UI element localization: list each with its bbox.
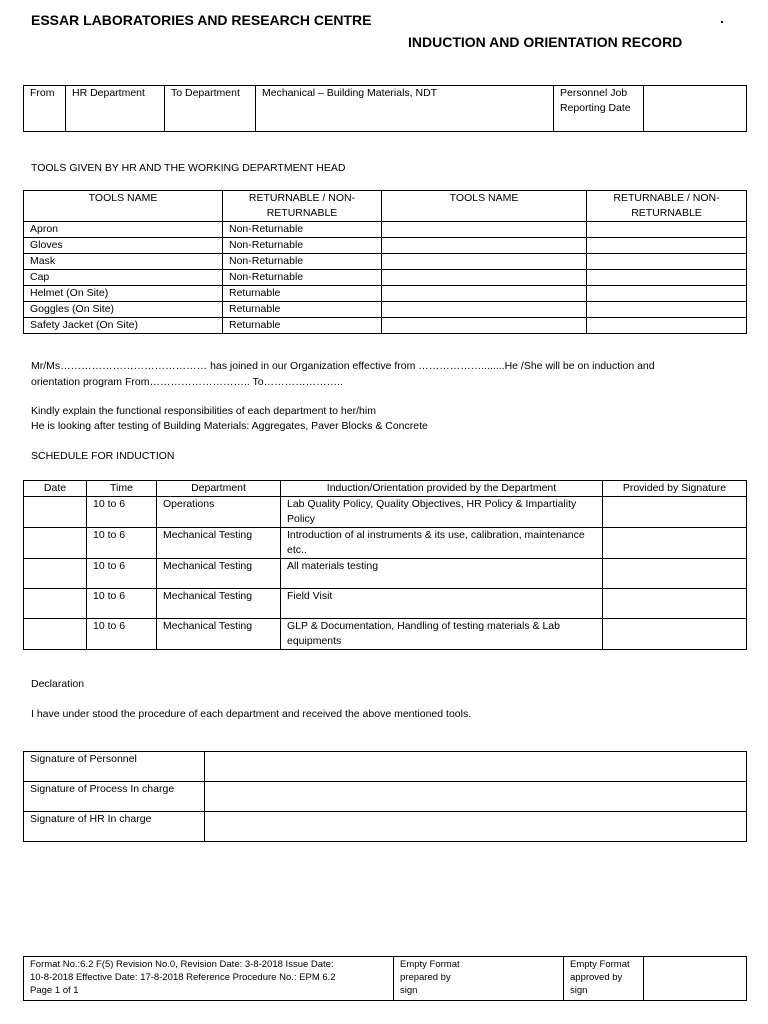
tools-row [24,254,747,270]
organization-name: ESSAR LABORATORIES AND RESEARCH CENTRE [31,12,372,28]
tool-returnable-status: Returnable [223,286,382,302]
schedule-induction: Introduction of al instruments & its use, calibration, maintenance etc.. [281,528,603,559]
tool-returnable-status: Returnable [223,302,382,318]
to-department-value: Mechanical – Building Materials, NDT [256,86,554,132]
signature-field[interactable] [205,752,747,782]
tools-table [23,190,747,334]
tool-returnable-empty[interactable] [587,222,747,238]
tools-row [24,286,747,302]
schedule-heading: SCHEDULE FOR INDUCTION [31,450,175,462]
schedule-time: 10 to 6 [87,528,157,559]
tool-returnable-status: Non-Returnable [223,270,382,286]
schedule-induction: Field Visit [281,589,603,619]
joined-line-1: Mr/Ms…………………………………… has joined in our Organization effective from ………………........He /She will be on induction and [31,360,655,372]
schedule-time: 10 to 6 [87,589,157,619]
schedule-signature[interactable] [603,559,747,589]
schedule-induction: Lab Quality Policy, Quality Objectives, HR Policy & Impartiality Policy [281,497,603,528]
schedule-row [24,497,747,528]
schedule-department: Mechanical Testing [157,528,281,559]
footer-approval-sign[interactable] [644,957,747,1001]
signature-label: Signature of HR In charge [24,812,205,842]
document-title: INDUCTION AND ORIENTATION RECORD [408,34,683,50]
schedule-department: Mechanical Testing [157,619,281,650]
schedule-row [24,619,747,650]
tools-header-name-1: TOOLS NAME [24,191,223,222]
schedule-induction: All materials testing [281,559,603,589]
schedule-time: 10 to 6 [87,619,157,650]
declaration-heading: Declaration [31,678,85,690]
tool-returnable-status: Non-Returnable [223,238,382,254]
tools-heading: TOOLS GIVEN BY HR AND THE WORKING DEPARTMENT HEAD [31,162,346,174]
from-label: From [24,86,66,132]
footer-format-line-1: Format No.:6.2 F(5) Revision No.0, Revision Date: 3-8-2018 Issue Date: [30,959,334,970]
schedule-induction: GLP & Documentation, Handling of testing materials & Lab equipments [281,619,603,650]
tool-returnable-empty[interactable] [587,238,747,254]
reporting-date-value[interactable] [644,86,747,132]
tool-returnable-empty[interactable] [587,270,747,286]
schedule-header-induction: Induction/Orientation provided by the Department [281,481,603,497]
schedule-time: 10 to 6 [87,559,157,589]
schedule-date[interactable] [24,528,87,559]
schedule-department: Operations [157,497,281,528]
joined-line-2: orientation program From……………………….. To………………….. [31,376,343,388]
tool-name: Safety Jacket (On Site) [24,318,223,334]
footer-prepared-by: Empty Format prepared by sign [394,957,564,1001]
schedule-row [24,559,747,589]
declaration-text: I have under stood the procedure of each department and received the above mentioned tools. [31,708,472,720]
info-table [23,85,747,132]
tool-returnable-empty[interactable] [587,302,747,318]
signature-field[interactable] [205,782,747,812]
tool-returnable-empty[interactable] [587,318,747,334]
schedule-header-signature: Provided by Signature [603,481,747,497]
signature-row [24,782,747,812]
footer-table [23,956,747,1001]
signature-row [24,752,747,782]
from-value: HR Department [66,86,165,132]
signature-label: Signature of Personnel [24,752,205,782]
schedule-row [24,528,747,559]
signature-label: Signature of Process In charge [24,782,205,812]
schedule-signature[interactable] [603,497,747,528]
tool-returnable-status: Returnable [223,318,382,334]
signature-table [23,751,747,842]
tool-name-empty[interactable] [382,238,587,254]
tools-header-name-2: TOOLS NAME [382,191,587,222]
schedule-date[interactable] [24,589,87,619]
tool-name: Helmet (On Site) [24,286,223,302]
tool-returnable-status: Non-Returnable [223,254,382,270]
schedule-time: 10 to 6 [87,497,157,528]
tool-returnable-empty[interactable] [587,286,747,302]
to-department-label: To Department [165,86,256,132]
signature-row [24,812,747,842]
tool-name: Apron [24,222,223,238]
schedule-row [24,589,747,619]
tool-name: Goggles (On Site) [24,302,223,318]
tool-name-empty[interactable] [382,270,587,286]
tool-name: Gloves [24,238,223,254]
tools-row [24,302,747,318]
footer-approved-by: Empty Format approved by sign [564,957,644,1001]
tool-name-empty[interactable] [382,254,587,270]
schedule-department: Mechanical Testing [157,589,281,619]
signature-field[interactable] [205,812,747,842]
tool-name-empty[interactable] [382,302,587,318]
header-dot: . [720,10,724,26]
schedule-signature[interactable] [603,619,747,650]
tools-row [24,238,747,254]
tools-header-returnable-1: RETURNABLE / NON-RETURNABLE [223,191,382,222]
footer-page: Page 1 of 1 [30,985,79,996]
tool-returnable-empty[interactable] [587,254,747,270]
reporting-date-label: Personnel Job Reporting Date [554,86,644,132]
footer-format-line-2: 10-8-2018 Effective Date: 17-8-2018 Reference Procedure No.: EPM 6.2 [30,972,336,983]
tool-name-empty[interactable] [382,222,587,238]
tools-row [24,222,747,238]
tool-name: Mask [24,254,223,270]
tools-row [24,318,747,334]
tool-name-empty[interactable] [382,318,587,334]
looking-after-line: He is looking after testing of Building Materials: Aggregates, Paver Blocks & Concrete [31,420,428,432]
schedule-date[interactable] [24,559,87,589]
schedule-signature[interactable] [603,589,747,619]
tool-returnable-status: Non-Returnable [223,222,382,238]
tool-name-empty[interactable] [382,286,587,302]
tool-name: Cap [24,270,223,286]
schedule-header-department: Department [157,481,281,497]
tools-header-returnable-2: RETURNABLE / NON-RETURNABLE [587,191,747,222]
explain-line: Kindly explain the functional responsibilities of each department to her/him [31,405,376,417]
schedule-header-time: Time [87,481,157,497]
schedule-header-date: Date [24,481,87,497]
schedule-date[interactable] [24,619,87,650]
schedule-date[interactable] [24,497,87,528]
schedule-table [23,480,747,650]
schedule-department: Mechanical Testing [157,559,281,589]
schedule-signature[interactable] [603,528,747,559]
tools-row [24,270,747,286]
